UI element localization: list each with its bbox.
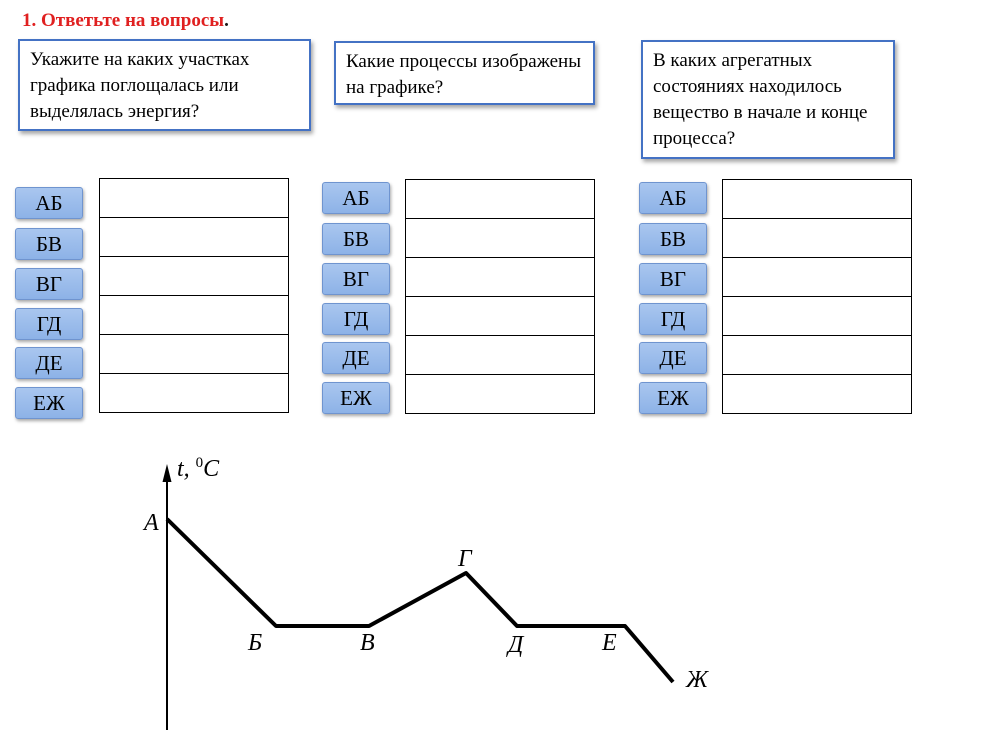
question-box-processes — [334, 41, 595, 105]
segment-button-gd-col2[interactable]: ГД — [322, 303, 390, 335]
segment-button-ab-col2[interactable]: АБ — [322, 182, 390, 214]
segment-button-ezh-col3[interactable]: ЕЖ — [639, 382, 707, 414]
answer-cell[interactable] — [723, 219, 912, 258]
answer-cell[interactable] — [100, 374, 289, 413]
segment-button-vg-col2[interactable]: ВГ — [322, 263, 390, 295]
y-axis-arrow — [163, 464, 172, 482]
answer-cell[interactable] — [406, 180, 595, 219]
answer-cell[interactable] — [100, 257, 289, 296]
answer-cell[interactable] — [723, 297, 912, 336]
answer-cell[interactable] — [406, 297, 595, 336]
segment-button-de-col3[interactable]: ДЕ — [639, 342, 707, 374]
segment-button-ab-col1[interactable]: АБ — [15, 187, 83, 219]
point-label-e: Е — [602, 630, 617, 656]
answer-table-processes — [405, 179, 595, 414]
point-label-a: А — [144, 510, 159, 536]
segment-button-bv-col1[interactable]: БВ — [15, 228, 83, 260]
answer-cell[interactable] — [100, 335, 289, 374]
segment-button-gd-col1[interactable]: ГД — [15, 308, 83, 340]
question-text-processes: Какие процессы изображены на графике? — [346, 51, 581, 98]
answer-cell[interactable] — [100, 296, 289, 335]
segment-button-bv-col2[interactable]: БВ — [322, 223, 390, 255]
segment-button-bv-col3[interactable]: БВ — [639, 223, 707, 255]
answer-cell[interactable] — [723, 180, 912, 219]
question-text-states: В каких агрегатных состояниях находилось вещество в начале и конце процесса? — [653, 50, 868, 149]
task-title-dot: . — [224, 10, 229, 31]
answer-table-states — [722, 179, 912, 414]
segment-button-ezh-col2[interactable]: ЕЖ — [322, 382, 390, 414]
answer-cell[interactable] — [723, 336, 912, 375]
answer-cell[interactable] — [406, 375, 595, 414]
temperature-curve — [167, 519, 673, 682]
task-title — [22, 10, 229, 32]
answer-table-energy — [99, 178, 289, 413]
answer-cell[interactable] — [723, 375, 912, 414]
segment-button-ab-col3[interactable]: АБ — [639, 182, 707, 214]
y-axis-label: t, $^0$C — [177, 455, 220, 482]
point-label-d: Д — [508, 632, 524, 658]
question-box-energy — [18, 39, 311, 131]
answer-cell[interactable] — [406, 258, 595, 297]
question-box-states — [641, 40, 895, 159]
answer-cell[interactable] — [406, 219, 595, 258]
segment-button-vg-col1[interactable]: ВГ — [15, 268, 83, 300]
segment-button-ezh-col1[interactable]: ЕЖ — [15, 387, 83, 419]
segment-button-gd-col3[interactable]: ГД — [639, 303, 707, 335]
segment-button-de-col2[interactable]: ДЕ — [322, 342, 390, 374]
point-label-v: В — [360, 630, 375, 656]
question-text-energy: Укажите на каких участках графика поглощалась или выделялась энергия? — [30, 49, 250, 122]
segment-button-de-col1[interactable]: ДЕ — [15, 347, 83, 379]
answer-cell[interactable] — [723, 258, 912, 297]
segment-button-vg-col3[interactable]: ВГ — [639, 263, 707, 295]
point-label-zh: Ж — [686, 667, 708, 693]
answer-cell[interactable] — [100, 218, 289, 257]
answer-cell[interactable] — [406, 336, 595, 375]
answer-cell[interactable] — [100, 179, 289, 218]
task-title-text: 1. Ответьте на вопросы — [22, 10, 225, 31]
temperature-graph — [0, 440, 1000, 750]
point-label-g: Г — [458, 546, 472, 572]
point-label-b: Б — [248, 630, 263, 656]
